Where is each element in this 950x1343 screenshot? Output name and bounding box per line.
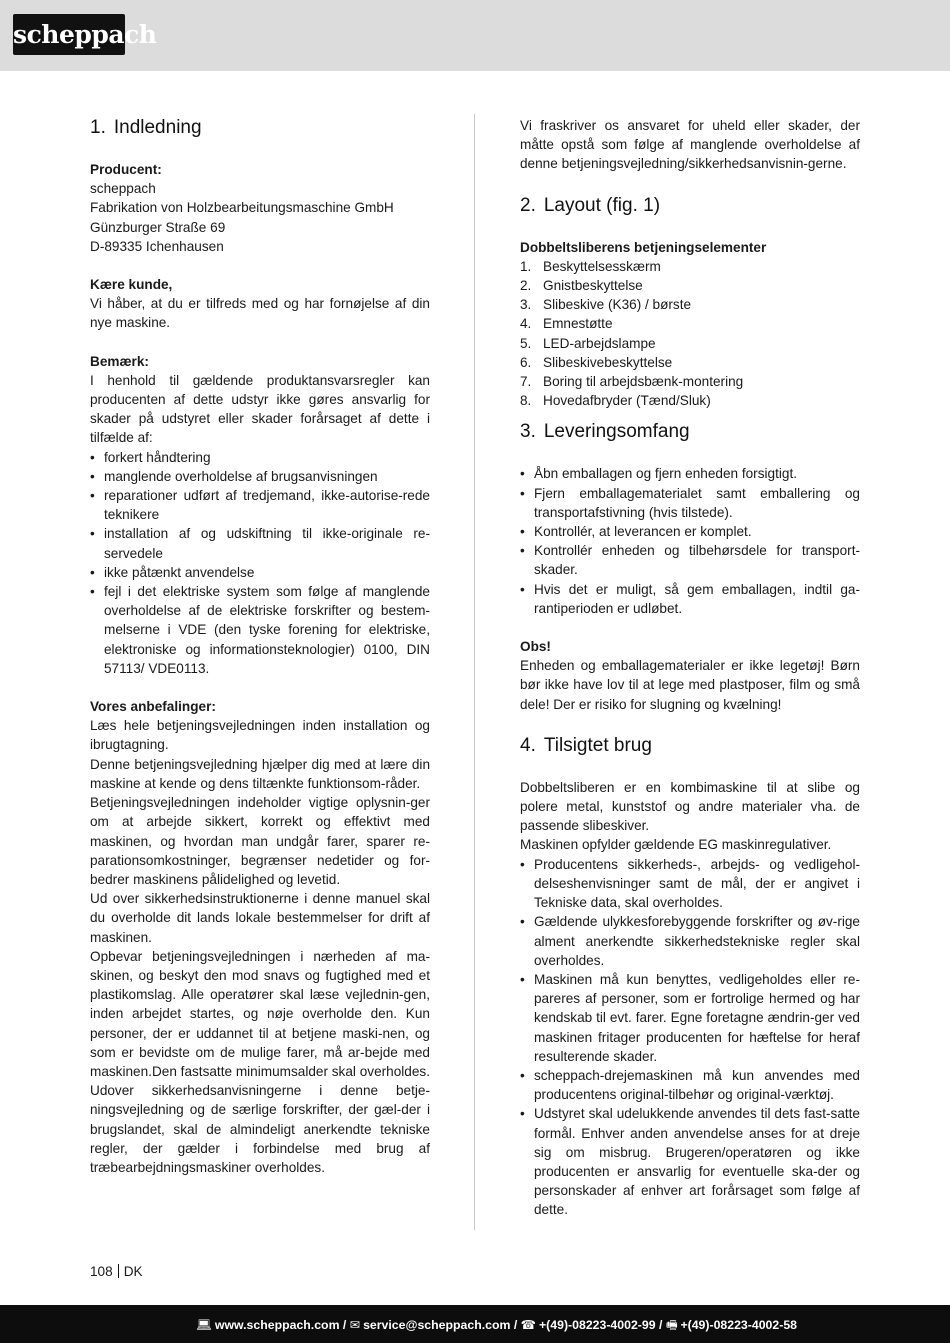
producer-label: Producent: [90, 162, 162, 177]
list-item: • Åbn emballagen og fjern enheden forsigtigt. [520, 464, 860, 483]
section-heading-introduction: 1. Indledning [90, 117, 202, 138]
disclaimer-text: Vi fraskriver os ansvaret for uheld eller skader, der måtte opstå som følge af manglende overholdelse af denne betjeningsvejledning/sikkerhedsanvisnin-gerne. [520, 118, 860, 172]
address-line: Fabrikation von Holzbearbeitungsmaschine GmbH [90, 200, 394, 216]
list-item: 5. LED-arbejdslampe [520, 335, 656, 351]
address-line: scheppach [90, 181, 156, 197]
list-item: 1. Beskyttelsesskærm [520, 258, 661, 274]
right-column [520, 116, 860, 1220]
paragraph: Opbevar betjeningsvejledningen i nærheden af ma-skinen, og beskyt den mod snavs og fugtighed med et plastikomslag. Alle operatører skal læse vejlednin-gen, inden arbejdet startes, og nøje overholde den. Kun personer, der er uddannet til at betjene maski-nen, og som er bevidste om de mulige farer, må ar-bejde med maskinen.Den fastsatte minimumsalder skal overholdes. [90, 948, 430, 1079]
column-divider [474, 114, 475, 1230]
list-item: 4. Emnestøtte [520, 316, 613, 332]
address-line: D-89335 Ichenhausen [90, 238, 224, 254]
footer-fax: +(49)-08223-4002-58 [680, 1318, 797, 1332]
left-column [90, 116, 430, 1177]
list-item: • scheppach-drejemaskinen må kun anvendes med producentens original-tilbehør og original-værktøj. [520, 1066, 860, 1104]
paragraph: Dobbeltsliberen er en kombimaskine til at slibe og polere metal, kunststof og andre materialer vha. de passende slibeskiver. [520, 779, 860, 834]
list-item: • reparationer udført af tredjemand, ikke-autorise-rede teknikere [90, 486, 430, 524]
list-item: 3. Slibeskive (K36) / børste [520, 297, 692, 313]
computer-icon: 💻︎ [196, 1318, 212, 1332]
list-item: • Kontrollér, at leverancen er komplet. [520, 522, 860, 541]
note-text: I henhold til gældende produktansvarsregler kan producenten af dette udstyr ikke gøres ansvarlig for skader på udstyret eller skader forårsaget af dette i tilfælde af: [90, 372, 430, 446]
liability-list [90, 448, 430, 678]
mail-icon: ✉︎ [349, 1318, 361, 1332]
fax-icon: 🖷︎ [665, 1318, 678, 1332]
list-item: • installation af og udskiftning til ikke-originale re-servedele [90, 524, 430, 562]
list-item: • Udstyret skal udelukkende anvendes til dets fast-satte formål. Enhver anden anvendelse anses for at dreje sig om misbrug. Brugeren/operatøren og ikke producenten er ansvarlig for eventuelle ska-der og personskader af enhver art forårsaget som følge af dette. [520, 1104, 860, 1219]
section-heading-layout: 2. Layout (fig. 1) [520, 194, 661, 216]
list-item: • Maskinen må kun benyttes, vedligeholdes eller re-pareres af personer, som er fortrolige hermed og har kendskab til evt. farer. Egne foretagne ændrin-ger ved maskinen fritager producenten for hæftelse for heraf resulterende skader. [520, 970, 860, 1066]
footer-email[interactable]: service@scheppach.com / [363, 1318, 518, 1332]
list-item: 2. Gnistbeskyttelse [520, 278, 643, 294]
greeting-label: Kære kunde, [90, 277, 173, 293]
recommendations-label: Vores anbefalinger: [90, 699, 216, 715]
page-language: DK [123, 1264, 143, 1279]
paragraph: Læs hele betjeningsvejledningen inden installation og ibrugtagning. [90, 718, 430, 753]
list-item: • fejl i det elektriske system som følge af manglende overholdelse af de elektriske forskrifter og bestem-melserne i VDE (den tyske forening for elektriske, elektroniske og informationsteknologier) 0100, DIN 57113/ VDE0113. [90, 582, 430, 678]
note-label: Bemærk: [90, 353, 149, 369]
section-heading-delivery: 3. Leveringsomfang [520, 421, 690, 443]
usage-list [520, 855, 860, 1220]
paragraph: Ud over sikkerhedsinstruktionerne i denne manuel skal du overholde dit lands lokale bestemmelser for drift af maskinen. [90, 891, 430, 945]
controls-list [520, 257, 860, 411]
paragraph: Denne betjeningsvejledning hjælper dig med at lære din maskine at kende og dens tiltænkte funktionsom-råder. [90, 756, 430, 791]
address-line: Günzburger Straße 69 [90, 219, 226, 235]
list-item: • Kontrollér enheden og tilbehørsdele for transport-skader. [520, 541, 860, 579]
footer-phone: +(49)-08223-4002-99 / [539, 1318, 663, 1332]
phone-icon: ☎︎ [520, 1318, 536, 1332]
obs-label: Obs! [520, 639, 551, 655]
greeting-text: Vi håber, at du er tilfreds med og har fornøjelse af din nye maskine. [90, 296, 430, 331]
list-item: • forkert håndtering [90, 448, 430, 467]
list-item: • manglende overholdelse af brugsanvisningen [90, 467, 430, 486]
scheppach-logo: scheppach [13, 14, 125, 55]
obs-text: Enheden og emballagematerialer er ikke legetøj! Børn bør ikke have lov til at lege med plastposer, film og små dele! Der er risiko for slugning og kvælning! [520, 658, 860, 712]
paragraph: Betjeningsvejledningen indeholder vigtige oplysnin-ger om at arbejde sikkert, korrekt og effektivt med maskinen, og hvordan man undgår farer, sparer re-parationsomkostninger, begrænser nedetider og for-bedrer maskinens pålidelighed og levetid. [90, 795, 430, 887]
producer-address [90, 179, 430, 256]
list-item: • Gældende ulykkesforebyggende forskrifter og øv-rige alment anerkendte sikkerhedstekniske regler skal overholdes. [520, 912, 860, 970]
page-number-value: 108 [90, 1264, 113, 1279]
page-number-separator [118, 1264, 119, 1278]
paragraph: Udover sikkerhedsanvisningerne i denne betje-ningsvejledning og de særlige forskrifter, der gæl-der i brugslandet, skal de almindeligt anerkendte tekniske regler, der gælder i forbindelse med brug af træbearbejdningsmaskiner overholdes. [90, 1083, 430, 1175]
page-footer [0, 1305, 950, 1343]
page-number [90, 1264, 143, 1279]
list-item: 6. Slibeskivebeskyttelse [520, 354, 673, 370]
delivery-list [520, 464, 860, 618]
list-item: • Fjern emballagematerialet samt emballering og transportafstivning (hvis tilstede). [520, 484, 860, 522]
footer-contact [196, 1316, 797, 1337]
list-item: • Hvis det er muligt, så gem emballagen, indtil ga-rantiperioden er udløbet. [520, 580, 860, 618]
list-item: 8. Hovedafbryder (Tænd/Sluk) [520, 393, 711, 409]
list-item: • Producentens sikkerheds-, arbejds- og vedligehol-delseshenvisninger samt de mål, der er angivet i Tekniske data, skal overholdes. [520, 855, 860, 913]
list-item: 7. Boring til arbejdsbænk-montering [520, 374, 744, 390]
list-item: • ikke påtænkt anvendelse [90, 563, 430, 582]
page-header [0, 0, 950, 71]
section-heading-intended-use: 4. Tilsigtet brug [520, 734, 652, 756]
controls-label: Dobbeltsliberens betjeningselementer [520, 239, 767, 255]
footer-website[interactable]: www.scheppach.com / [214, 1318, 347, 1332]
paragraph: Maskinen opfylder gældende EG maskinregulativer. [520, 837, 832, 853]
